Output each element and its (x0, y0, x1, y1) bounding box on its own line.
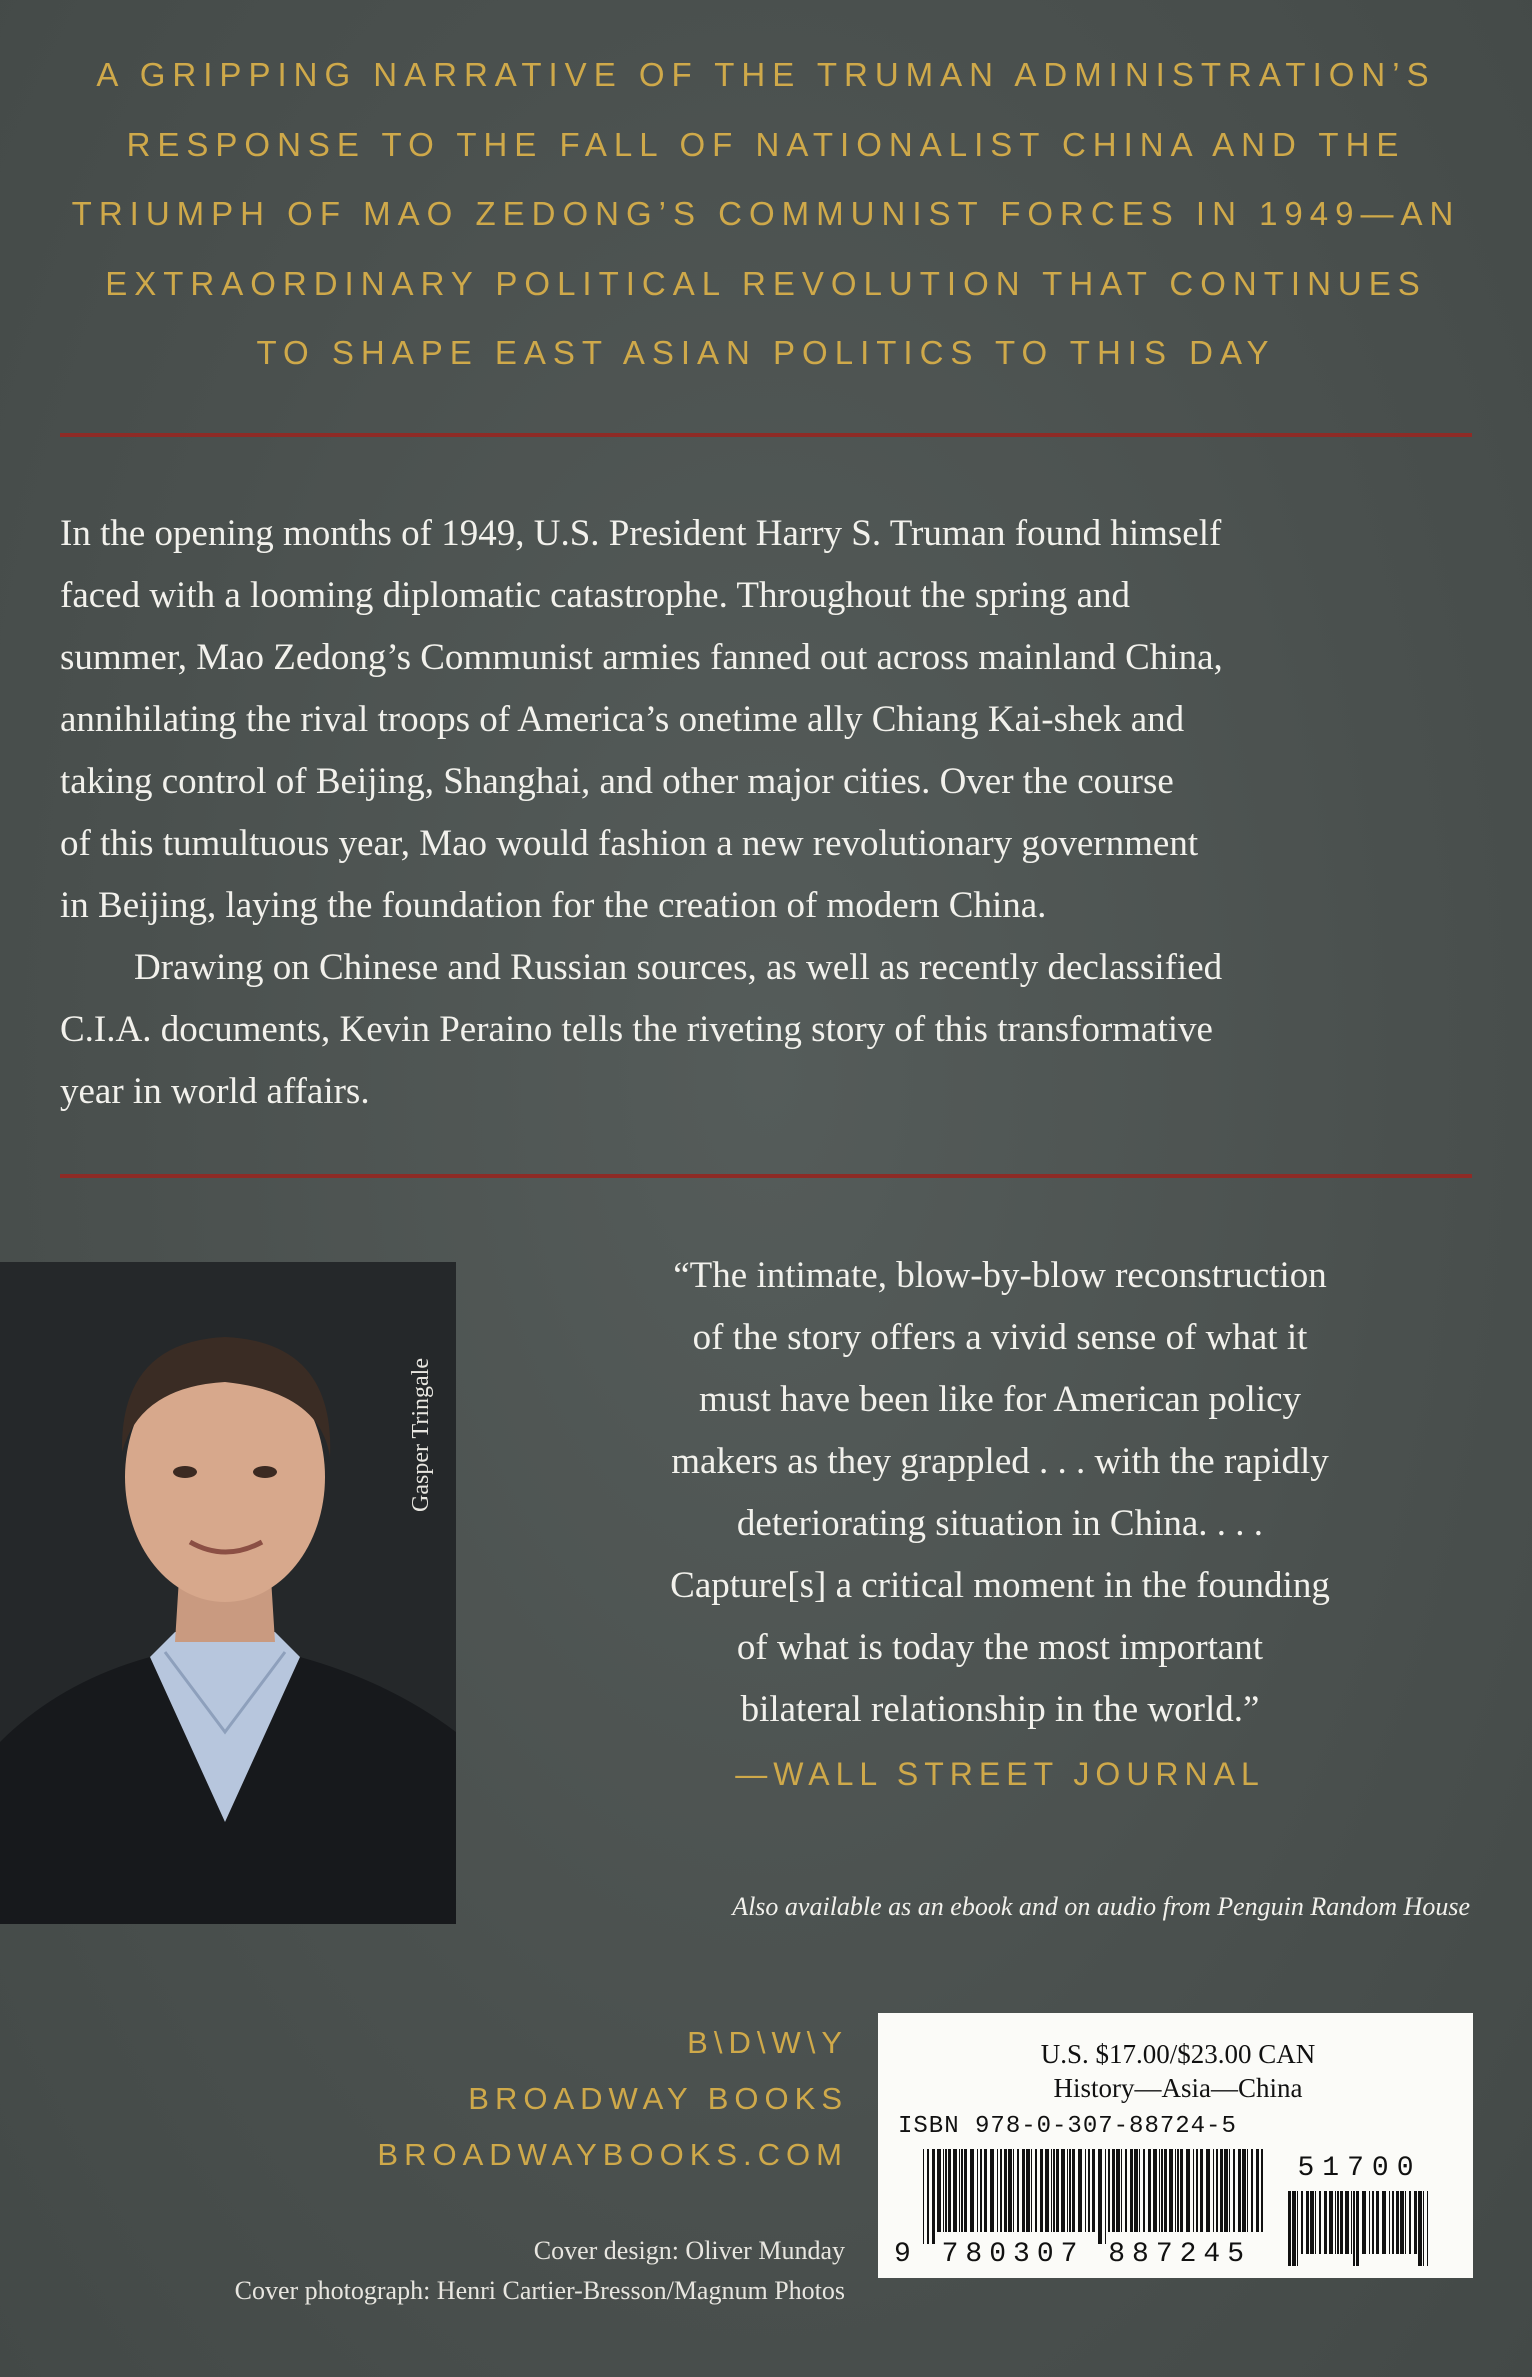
barcode-bar (1008, 2149, 1012, 2232)
price-block (878, 2037, 1478, 2105)
barcode-bar (1161, 2149, 1163, 2232)
quote-line: makers as they grappled . . . with the rapidly (671, 1441, 1329, 1482)
barcode-bar (1175, 2149, 1176, 2232)
ean-digits: 9 780307 887245 (894, 2239, 1252, 2270)
quote-line: of what is today the most important (736, 1627, 1264, 1668)
barcode-bar (1153, 2149, 1157, 2232)
barcode-bar (937, 2149, 941, 2232)
barcode-bar (1340, 2191, 1343, 2254)
publisher-block (300, 2015, 848, 2183)
barcode-bar (943, 2149, 944, 2232)
description-paragraph-1 (60, 503, 1480, 937)
barcode-bar (1261, 2149, 1263, 2232)
barcode-bar (1362, 2191, 1366, 2254)
tagline-line: RESPONSE TO THE FALL OF NATIONALIST CHINA AND THE (126, 125, 1406, 163)
barcode-bar (1098, 2149, 1102, 2244)
barcode-bar (1292, 2191, 1296, 2266)
barcode-bar (1224, 2149, 1228, 2232)
also-available-note: Also available as an ebook and on audio from Penguin Random House (732, 1892, 1470, 1921)
barcode-bar (1186, 2149, 1190, 2232)
barcode-bar (980, 2149, 982, 2232)
barcode-box (878, 2013, 1473, 2278)
barcode-bar (1251, 2149, 1253, 2232)
quote-line: of the story offers a vivid sense of what it (692, 1317, 1308, 1358)
barcode-bar (1053, 2149, 1055, 2232)
barcode-bar (1324, 2191, 1327, 2254)
description-line: taking control of Beijing, Shanghai, and other major cities. Over the course (60, 761, 1174, 802)
photo-credit: Gasper Tringale (408, 1358, 434, 1512)
barcode-bar (1353, 2191, 1355, 2266)
barcode-bar (1026, 2149, 1030, 2232)
barcode-bar (1405, 2191, 1406, 2254)
cover-design-credit: Cover design: Oliver Munday (533, 2236, 845, 2265)
barcode-bar (1134, 2149, 1138, 2232)
quote-source: —WALL STREET JOURNAL (735, 1756, 1265, 1792)
barcode-bar (1177, 2149, 1179, 2232)
quote-line: Capture[s] a critical moment in the founding (670, 1565, 1330, 1606)
barcode-bar (1409, 2191, 1411, 2254)
description-paragraph-2 (60, 937, 1480, 1123)
author-photo (0, 1262, 456, 1924)
barcode-bar (1130, 2149, 1133, 2232)
description-line: in Beijing, laying the foundation for the creation of modern China. (60, 885, 1047, 926)
barcode-bar (1085, 2149, 1086, 2232)
barcode-bar (1247, 2149, 1248, 2232)
tagline-line: A GRIPPING NARRATIVE OF THE TRUMAN ADMINISTRATION’S (96, 56, 1436, 93)
barcode-bar (997, 2149, 998, 2232)
barcode-bar (1423, 2191, 1424, 2266)
barcode-bar (1382, 2191, 1386, 2254)
description-line: faced with a looming diplomatic catastrophe. Throughout the spring and (60, 575, 1131, 616)
description-line: year in world affairs. (60, 1071, 370, 1112)
barcode-bar (1072, 2149, 1075, 2232)
barcode-bar (1193, 2149, 1194, 2232)
barcode-bar (1335, 2191, 1336, 2254)
barcode-bar (1112, 2149, 1115, 2232)
barcode-bar (1418, 2191, 1422, 2266)
barcode-bar (1078, 2149, 1082, 2232)
description-line: annihilating the rival troops of America’s onetime ally Chiang Kai-shek and (60, 699, 1185, 740)
barcode-bar (1108, 2149, 1110, 2232)
barcode-bar (1310, 2191, 1314, 2254)
barcode-bar (1356, 2191, 1359, 2266)
barcode-bar (1164, 2149, 1167, 2232)
barcode-bar (970, 2149, 974, 2232)
ean-barcode (923, 2149, 1263, 2244)
barcode-bar (953, 2149, 957, 2232)
barcode-bar (1414, 2191, 1417, 2254)
barcode-bar (1139, 2149, 1140, 2232)
barcode-bar (1159, 2149, 1160, 2232)
barcode-bar (1169, 2149, 1173, 2232)
barcode-bar (932, 2149, 935, 2244)
barcode-bar (959, 2149, 960, 2232)
barcode-bar (1148, 2149, 1151, 2232)
barcode-bar (1306, 2191, 1309, 2254)
barcode-bar (1238, 2149, 1241, 2232)
divider-top (60, 433, 1472, 437)
author-portrait-illustration (0, 1262, 456, 1924)
isbn: ISBN 978-0-307-88724-5 (898, 2113, 1237, 2140)
barcode-bar (1297, 2191, 1298, 2266)
barcode-bar (1376, 2191, 1379, 2254)
category: History—Asia—China (1053, 2073, 1303, 2103)
barcode-bar (1329, 2191, 1333, 2254)
barcode-bar (1315, 2191, 1316, 2254)
barcode-bar (984, 2149, 987, 2232)
barcode-bar (1031, 2149, 1032, 2232)
barcode-bar (1233, 2149, 1235, 2232)
publisher-website: BROADWAYBOOKS.COM (377, 2137, 848, 2172)
description-line: C.I.A. documents, Kevin Peraino tells the riveting story of this transformative (60, 1009, 1213, 1050)
tagline-line: TO SHAPE EAST ASIAN POLITICS TO THIS DAY (256, 334, 1276, 371)
barcode-bar (948, 2149, 951, 2232)
barcode-bar (1389, 2191, 1390, 2254)
tagline (0, 40, 1532, 388)
barcode-bar (1427, 2191, 1428, 2266)
barcode-bar (1345, 2191, 1349, 2254)
barcode-bar (1229, 2149, 1230, 2232)
barcode-bar (1061, 2149, 1065, 2232)
quote-line: “The intimate, blow-by-blow reconstruction (673, 1255, 1327, 1296)
cover-photo-credit: Cover photograph: Henri Cartier-Bresson/Magnum Photos (234, 2276, 845, 2305)
barcode-bar (1092, 2149, 1095, 2232)
description-line: summer, Mao Zedong’s Communist armies fanned out across mainland China, (60, 637, 1223, 678)
barcode-bar (1051, 2149, 1052, 2232)
barcode-bar (1301, 2191, 1303, 2254)
barcode-bar (945, 2149, 947, 2232)
description (60, 503, 1480, 1123)
barcode-bar (1319, 2191, 1321, 2254)
barcode-bar (1180, 2149, 1183, 2232)
quote-line: bilateral relationship in the world.” (740, 1689, 1260, 1730)
cover-credits (40, 2231, 845, 2311)
barcode-bar (1121, 2149, 1122, 2232)
barcode-bar (1069, 2149, 1071, 2232)
barcode-bar (961, 2149, 963, 2232)
barcode-bar (1088, 2149, 1090, 2232)
description-line: of this tumultuous year, Mao would fashion a new revolutionary government (60, 823, 1199, 864)
barcode-bar (1143, 2149, 1145, 2232)
barcode-bar (1105, 2149, 1106, 2244)
price-addon-digits: 51700 (1297, 2153, 1422, 2184)
barcode-bar (1004, 2149, 1007, 2232)
barcode-bar (923, 2149, 924, 2244)
barcode-bar (1017, 2149, 1019, 2232)
barcode-bar (1392, 2191, 1394, 2254)
barcode-bar (1196, 2149, 1198, 2232)
barcode-bar (1040, 2149, 1043, 2232)
barcode-bar (1256, 2149, 1259, 2232)
barcode-bar (1035, 2149, 1037, 2232)
barcode-bar (977, 2149, 978, 2232)
description-line: Drawing on Chinese and Russian sources, as well as recently declassified (134, 947, 1223, 988)
price: U.S. $17.00/$23.00 CAN (1040, 2039, 1316, 2069)
description-line: In the opening months of 1949, U.S. President Harry S. Truman found himself (60, 513, 1222, 554)
barcode-bar (1351, 2191, 1352, 2254)
barcode-bar (1242, 2149, 1246, 2232)
quote-line: deteriorating situation in China. . . . (736, 1503, 1264, 1544)
barcode-bar (1000, 2149, 1002, 2232)
barcode-bar (1213, 2149, 1214, 2232)
barcode-bar (1369, 2191, 1370, 2254)
publisher-logo: B\D\W\Y (687, 2025, 848, 2060)
quote-line: must have been like for American policy (698, 1379, 1302, 1420)
barcode-bar (1022, 2149, 1025, 2232)
review-quote (530, 1245, 1470, 1741)
barcode-bar (1125, 2149, 1127, 2232)
barcode-bar (1372, 2191, 1374, 2254)
barcode-bar (1216, 2149, 1218, 2232)
barcode-bar (1288, 2191, 1291, 2266)
barcode-bar (1045, 2149, 1049, 2232)
barcode-bar (990, 2149, 994, 2232)
barcode-bar (1396, 2191, 1399, 2254)
barcode-bar (1200, 2149, 1203, 2232)
barcode-bar (1116, 2149, 1120, 2232)
barcode-bar (964, 2149, 967, 2232)
barcode-bar (1067, 2149, 1068, 2232)
barcode-bar (1056, 2149, 1059, 2232)
barcode-bar (1206, 2149, 1210, 2232)
publisher-name: BROADWAY BOOKS (468, 2081, 848, 2116)
barcode-bar (1337, 2191, 1339, 2254)
addon-barcode (1288, 2191, 1428, 2266)
barcode-bar (1220, 2149, 1223, 2232)
barcode-bar (1013, 2149, 1014, 2232)
barcode-bar (927, 2149, 929, 2244)
divider-middle (60, 1174, 1472, 1178)
tagline-line: TRIUMPH OF MAO ZEDONG’S COMMUNIST FORCES IN 1949—AN (71, 195, 1461, 232)
tagline-line: EXTRAORDINARY POLITICAL REVOLUTION THAT CONTINUES (105, 264, 1427, 302)
barcode-bar (1400, 2191, 1404, 2254)
